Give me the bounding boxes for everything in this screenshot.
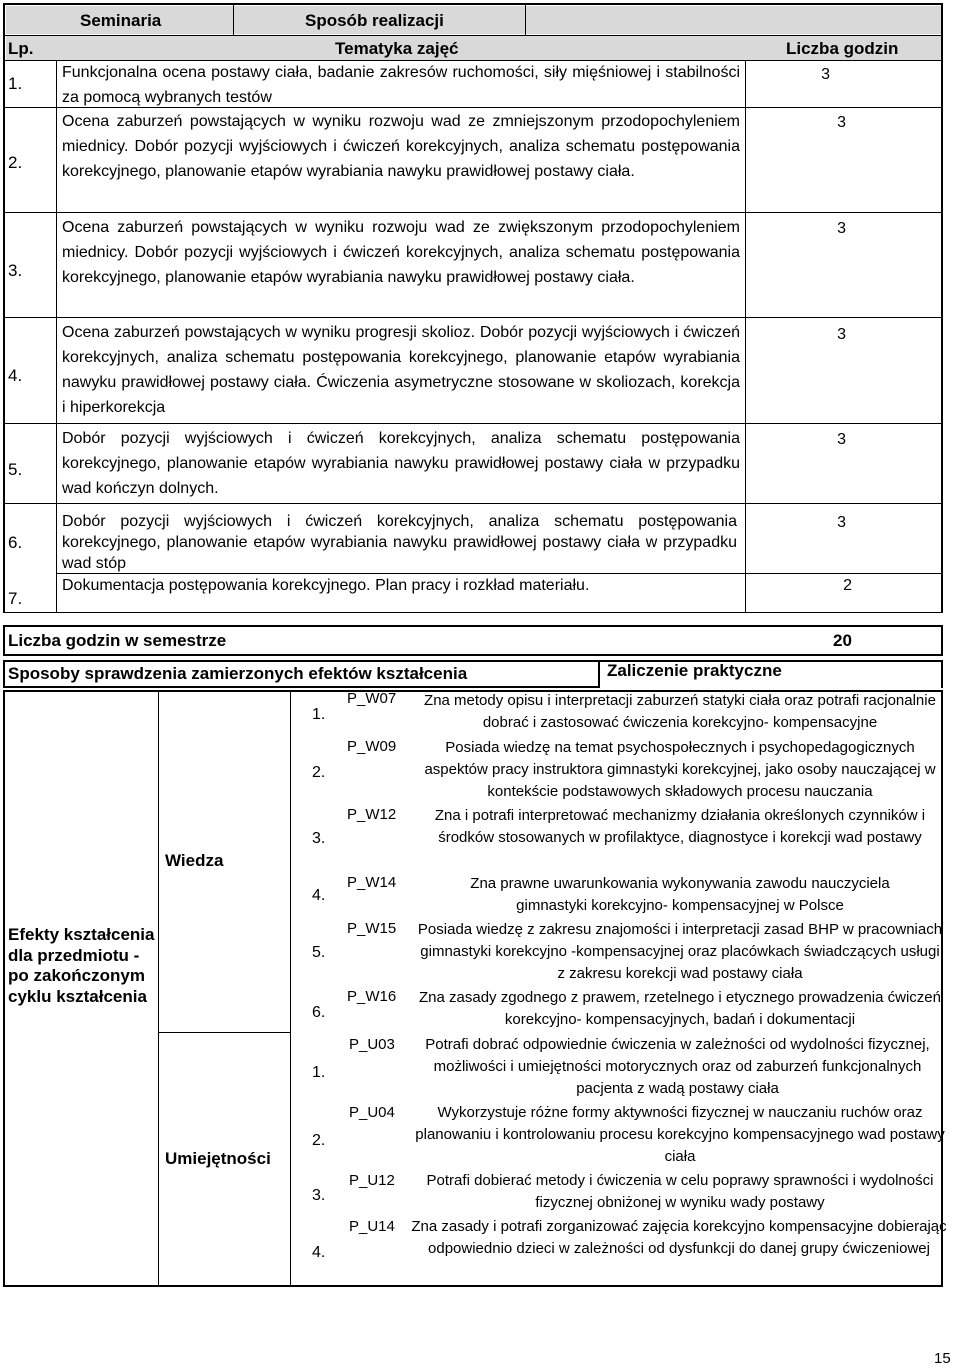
wiedza-5-text: Posiada wiedzę z zakresu znajomości i interpretacji zasad BHP w pracowniach gimnastyki korekcyjno -kompensacyjnej oraz placówkach świadczących usługi z zakresu korekcji wad postawy ciała [417,921,943,982]
wiedza-4-code: P_W14 [347,874,397,891]
row-4-lp: 4. [8,366,23,385]
umiejetnosci-1-code: P_U03 [349,1036,395,1053]
row-2-lp: 2. [8,153,23,172]
effects-label: Efekty kształcenia dla przedmiotu - po zakończonym cyklu kształcenia [8,925,155,1006]
wiedza-2-code: P_W09 [347,738,397,755]
row-2-topic: Ocena zaburzeń powstających w wyniku rozwoju wad ze zmniejszonym przodopochyleniem miednicy. Dobór pozycji wyjściowych i ćwiczeń korekcyjnych, analiza schematu postępowania korekcyjnego, planowanie etapów wyrabiania nawyku prawidłowej postawy ciała. [62,113,740,180]
wiedza-2-text: Posiada wiedzę na temat psychospołecznych i psychopedagogicznych aspektów pracy instruktora gimnastyki korekcyjnej, jako osoby nauczającej w kontekście podstawowych składowych procesu nauczania [424,739,936,800]
wiedza-5-code: P_W15 [347,920,397,937]
row-7-lp: 7. [8,589,23,608]
wiedza-3-number: 3. [312,830,326,847]
row-1-topic: Funkcjonalna ocena postawy ciała, badanie zakresów ruchomości, siły mięśniowej i stabilności za pomocą wybranych testów [62,64,740,106]
umiejetnosci-4-text: Zna zasady i potrafi zorganizować zajęcia korekcyjno kompensacyjne dobierając odpowiednio dzieci w zależności od dysfunkcji do danej grupy ćwiczeniowej [411,1218,947,1257]
row-7-hours: 2 [843,577,852,594]
wiedza-4-number: 4. [312,887,326,904]
umiejetnosci-2-code: P_U04 [349,1104,395,1121]
wiedza-5-number: 5. [312,944,326,961]
wiedza-6-text: Zna zasady zgodnego z prawem, rzetelnego i etycznego prowadzenia ćwiczeń korekcyjno- kompensacyjnych, badań i dokumentacji [419,989,941,1028]
row-6-lp: 6. [8,533,23,552]
wiedza-4-text: Zna prawne uwarunkowania wykonywania zawodu nauczyciela gimnastyki korekcyjno- kompensacyjnej w Polsce [470,875,890,914]
umiejetnosci-2-number: 2. [312,1132,326,1149]
umiejetnosci-1-number: 1. [312,1064,326,1081]
wiedza-2-number: 2. [312,764,326,781]
row-7-topic: Dokumentacja postępowania korekcyjnego. Plan pracy i rozkład materiału. [62,577,590,594]
umiejetnosci-4-number: 4. [312,1244,326,1261]
row-2-hours: 3 [837,114,846,131]
row-1-lp: 1. [8,74,23,93]
wiedza-1-number: 1. [312,706,326,723]
umiejetnosci-3-text: Potrafi dobierać metody i ćwiczenia w celu poprawy sprawności i wydolności fizycznej obniżonej w wyniku wady postawy [426,1172,934,1211]
liczba-godzin-header: Liczba godzin [786,39,899,58]
umiejetnosci-label: Umiejętności [165,1149,271,1168]
tematyka-header: Tematyka zajęć [335,39,459,58]
wiedza-6-code: P_W16 [347,988,397,1005]
row-4-topic: Ocena zaburzeń powstających w wyniku progresji skolioz. Dobór pozycji wyjściowych i ćwiczeń korekcyjnych, analiza schematu postępowania korekcyjnego, planowanie etapów wyrabiania nawyku prawidłowej postawy ciała. Ćwiczenia asymetryczne stosowane w skoliozach, korekcja i hiperkorekcja [62,324,740,416]
umiejetnosci-2-text: Wykorzystuje różne formy aktywności fizycznej w nauczaniu ruchów oraz planowaniu i kontrolowaniu procesu korekcyjno kompensacyjnego wad postawy ciała [415,1104,945,1165]
row-6-topic: Dobór pozycji wyjściowych i ćwiczeń korekcyjnych, analiza schematu postępowania korekcyjnego, planowanie etapów wyrabiania nawyku prawidłowej postawy ciała w przypadku wad stóp [62,513,737,572]
seminaria-label: Seminaria [80,11,162,30]
row-4-hours: 3 [837,326,846,343]
row-1-hours: 3 [821,66,830,83]
wiedza-label: Wiedza [165,851,224,870]
page-number: 15 [934,1350,951,1367]
row-5-topic: Dobór pozycji wyjściowych i ćwiczeń korekcyjnych, analiza schematu postępowania korekcyjnego, planowanie etapów wyrabiania nawyku prawidłowej postawy ciała w przypadku wad kończyn dolnych. [62,430,740,497]
row-3-lp: 3. [8,261,23,280]
methods-label: Sposoby sprawdzenia zamierzonych efektów kształcenia [8,664,468,683]
umiejetnosci-1-text: Potrafi dobrać odpowiednie ćwiczenia w zależności od wydolności fizycznej, możliwości i umiejętności motorycznych oraz od zaburzeń funkcjonalnych pacjenta z wadą postawy ciała [425,1036,930,1097]
wiedza-1-text: Zna metody opisu i interpretacji zaburzeń statyki ciała oraz potrafi racjonalnie dobrać i zastosować ćwiczenia korekcyjno- kompensacyjne [424,692,936,731]
wiedza-3-code: P_W12 [347,806,397,823]
row-3-hours: 3 [837,220,846,237]
wiedza-3-text: Zna i potrafi interpretować mechanizmy działania określonych czynników i środków stosowanych w profilaktyce, diagnostyce i korekcji wad postawy [434,807,926,846]
semester-hours-value: 20 [833,631,852,650]
row-5-hours: 3 [837,431,846,448]
row-5-lp: 5. [8,460,23,479]
sposob-realizacji-label: Sposób realizacji [305,11,444,30]
row-3-topic: Ocena zaburzeń powstających w wyniku rozwoju wad ze zwiększonym przodopochyleniem miednicy. Dobór pozycji wyjściowych i ćwiczeń korekcyjnych, analiza schematu postępowania korekcyjnego, planowanie etapów wyrabiania nawyku prawidłowej postawy ciała. [62,219,740,286]
semester-hours-label: Liczba godzin w semestrze [8,631,227,650]
methods-value: Zaliczenie praktyczne [607,661,782,680]
row-6-hours: 3 [837,514,846,531]
lp-header: Lp. [8,39,34,58]
wiedza-1-code: P_W07 [347,690,397,707]
umiejetnosci-4-code: P_U14 [349,1218,395,1235]
umiejetnosci-3-code: P_U12 [349,1172,395,1189]
umiejetnosci-3-number: 3. [312,1187,326,1204]
wiedza-6-number: 6. [312,1004,326,1021]
